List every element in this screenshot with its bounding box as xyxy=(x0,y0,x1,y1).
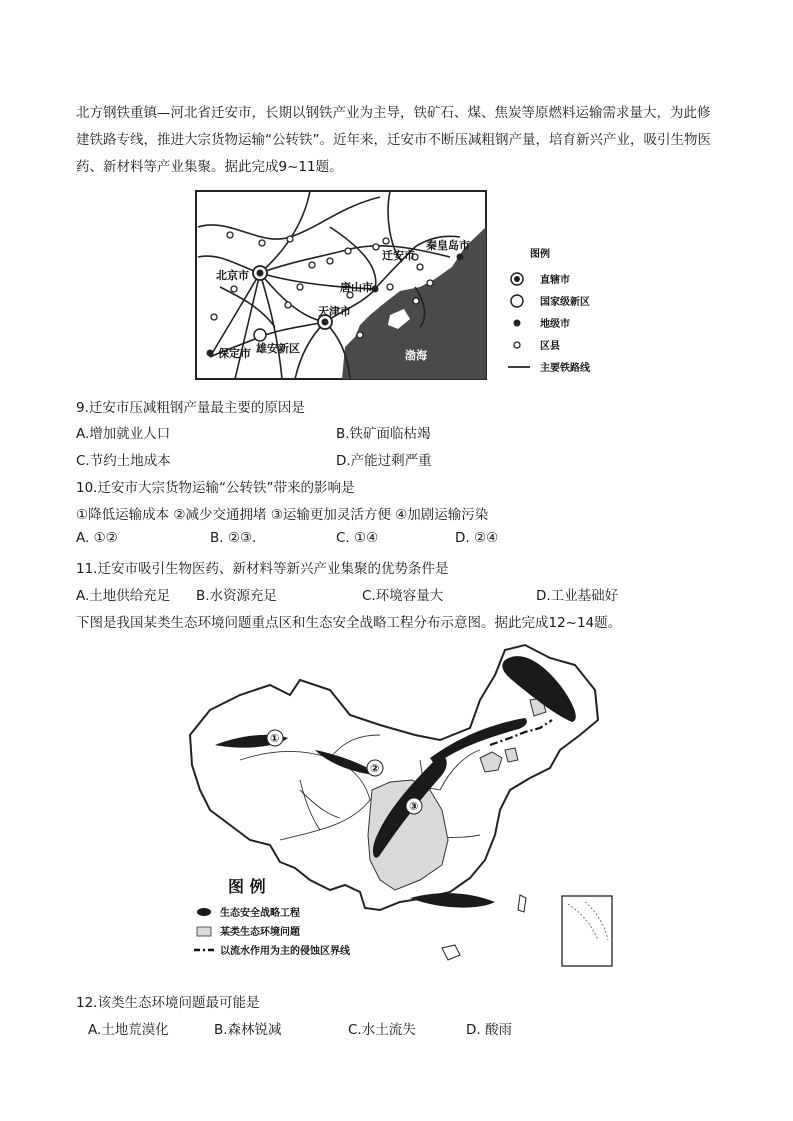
q9-option-d[interactable]: D.产能过剩严重 xyxy=(336,453,432,469)
q11-option-a[interactable]: A.土地供给充足 xyxy=(76,588,171,604)
label-tianjin: 天津市 xyxy=(318,305,351,318)
railway-map xyxy=(190,187,620,383)
legend-item-newarea: 国家级新区 xyxy=(540,297,590,308)
tianjin-marker-center xyxy=(322,319,329,326)
beijing-marker-center xyxy=(257,270,264,277)
south-sea-inset xyxy=(562,896,612,966)
hainan-island xyxy=(442,945,460,960)
label-beijing: 北京市 xyxy=(216,269,249,282)
q12-option-c[interactable]: C.水土流失 xyxy=(348,1022,416,1038)
q11-stem: 11.迁安市吸引生物医药、新材料等新兴产业集聚的优势条件是 xyxy=(76,561,449,577)
legend-item-county: 区县 xyxy=(540,341,560,352)
xiongan-marker xyxy=(254,329,266,341)
label-tangshan: 唐山市 xyxy=(340,281,373,294)
label-baoding: 保定市 xyxy=(218,347,251,360)
marker-3-label: ③ xyxy=(409,800,419,813)
q10-statements: ①降低运输成本 ②减少交通拥堵 ③运输更加灵活方便 ④加剧运输污染 xyxy=(76,507,489,523)
q10-option-d[interactable]: D. ②④ xyxy=(455,530,499,546)
legend-item-municipality: 直辖市 xyxy=(540,275,570,286)
legend-item-prefecture: 地级市 xyxy=(540,319,570,330)
label-bohai: 渤海 xyxy=(405,349,427,362)
legend-item-engineering: 生态安全战略工程 xyxy=(220,908,300,919)
q10-stem: 10.迁安市大宗货物运输“公转铁”带来的影响是 xyxy=(76,480,355,496)
china-ecology-map xyxy=(180,640,620,980)
map1-legend xyxy=(508,247,591,374)
q11-option-b[interactable]: B.水资源充足 xyxy=(196,588,278,604)
legend-item-boundary: 以流水作用为主的侵蚀区界线 xyxy=(220,946,350,957)
q12-stem: 12.该类生态环境问题最可能是 xyxy=(76,995,260,1011)
q10-option-b[interactable]: B. ②③. xyxy=(210,530,257,546)
legend2-title: 图 例 xyxy=(228,877,266,896)
label-xiongan: 雄安新区 xyxy=(256,342,300,355)
intro-paragraph-1: 北方钢铁重镇—河北省迁安市，长期以钢铁产业为主导，铁矿石、煤、焦炭等原燃料运输需求量大，为此修建铁路专线，推进大宗货物运输“公转铁”。近年来，迁安市不断压减粗钢产量，培育新兴产业，吸引生物医药、新材料等产业集聚。据此完成9~11题。 xyxy=(76,105,711,175)
label-qinhuangdao: 秦皇岛市 xyxy=(426,239,470,252)
label-qianan: 迁安市 xyxy=(382,249,415,262)
qinhuangdao-marker xyxy=(457,254,464,261)
taiwan-island xyxy=(518,895,526,912)
legend-item-problem: 某类生态环境问题 xyxy=(220,927,300,938)
legend-problem-icon xyxy=(197,927,211,936)
q11-option-c[interactable]: C.环境容量大 xyxy=(362,588,444,604)
q10-option-a[interactable]: A. ①② xyxy=(76,530,118,546)
baoding-marker xyxy=(207,350,214,357)
q12-option-b[interactable]: B.森林锐减 xyxy=(214,1022,282,1038)
q9-option-b[interactable]: B.铁矿面临枯竭 xyxy=(336,426,431,442)
q11-option-d[interactable]: D.工业基础好 xyxy=(536,588,619,604)
legend-item-railway: 主要铁路线 xyxy=(540,363,590,374)
legend-county-icon xyxy=(514,342,520,348)
marker-1-label: ① xyxy=(270,732,280,745)
legend-engineering-icon xyxy=(197,908,211,916)
intro-paragraph-2: 下图是我国某类生态环境问题重点区和生态安全战略工程分布示意图。据此完成12~14题。 xyxy=(76,615,622,631)
q12-option-d[interactable]: D. 酸雨 xyxy=(466,1022,512,1038)
q9-option-a[interactable]: A.增加就业人口 xyxy=(76,426,171,442)
legend-prefecture-icon xyxy=(514,320,521,327)
legend-municipality-icon xyxy=(514,276,520,282)
q9-stem: 9.迁安市压减粗钢产量最主要的原因是 xyxy=(76,400,305,416)
marker-2-label: ② xyxy=(370,762,380,775)
legend-newarea-icon xyxy=(511,295,523,307)
q10-option-c[interactable]: C. ①④ xyxy=(336,530,379,546)
legend-title: 图例 xyxy=(530,249,550,260)
q12-option-a[interactable]: A.土地荒漠化 xyxy=(88,1022,169,1038)
q9-option-c[interactable]: C.节约土地成本 xyxy=(76,453,171,469)
